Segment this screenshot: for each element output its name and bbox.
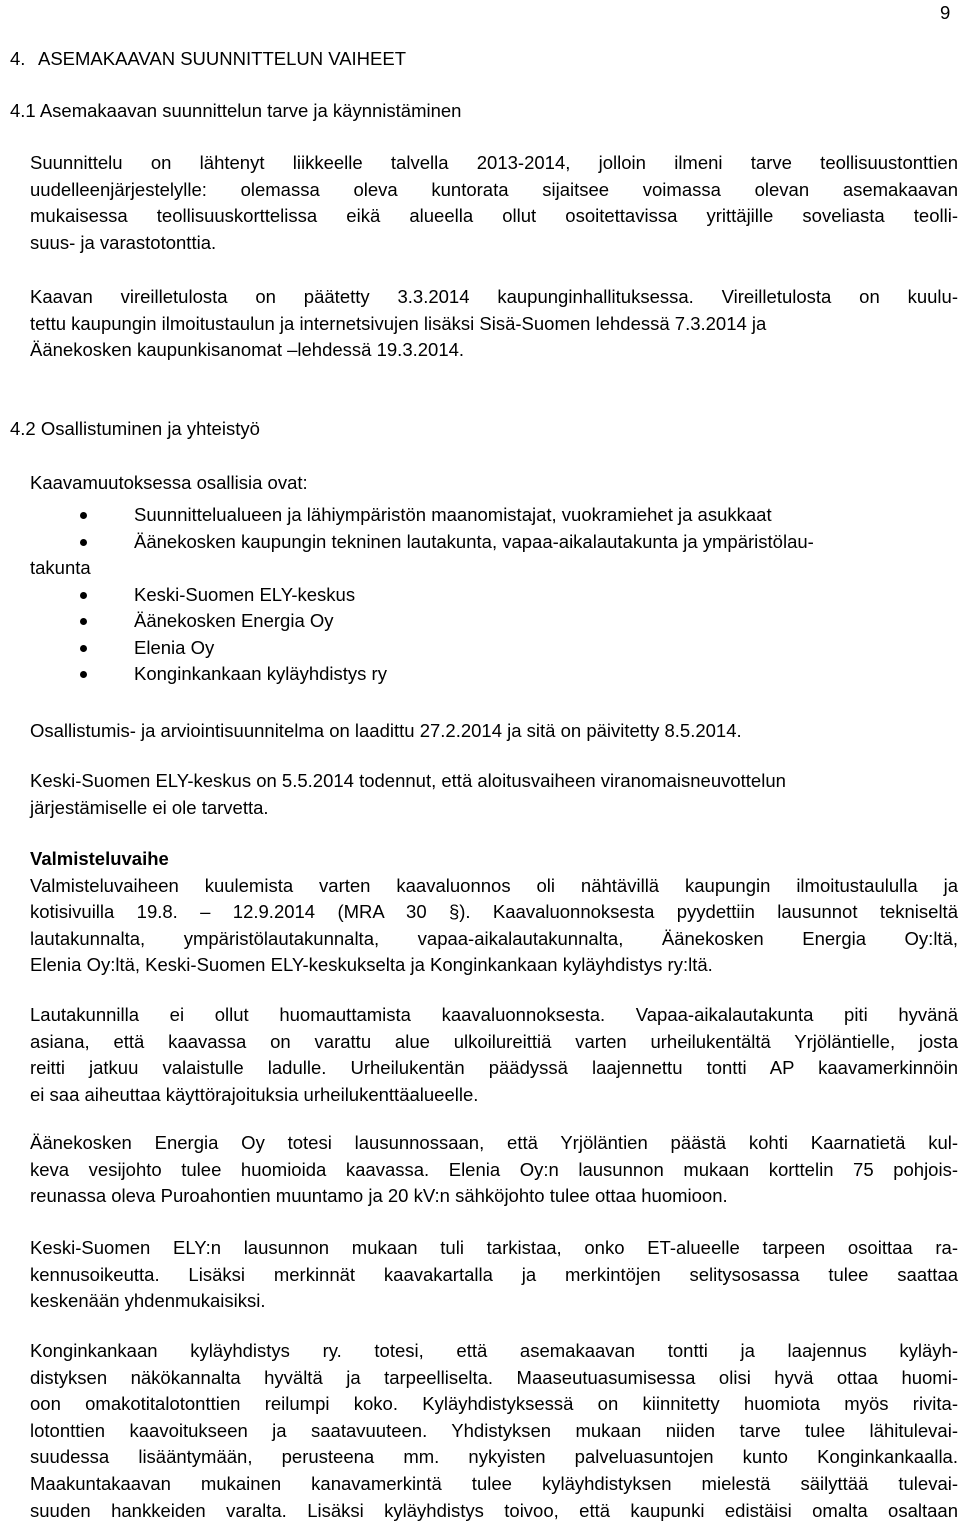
text-line: suuden hankkeiden varalta. Lisäksi kyläyhdistys toivoo, että kaupunki edistäisi omalta osaltaan xyxy=(30,1499,958,1521)
paragraph-oas: Osallistumis- ja arviointisuunnitelma on laadittu 27.2.2014 ja sitä on päivitetty 8.5.2014. xyxy=(30,720,742,741)
section-heading-4-2: 4.2 Osallistuminen ja yhteistyö xyxy=(10,418,260,439)
text-line: keva vesijohto tulee huomioida kaavassa. Elenia Oy:n lausunnon mukaan korttelin 75 pohjois- xyxy=(30,1158,958,1180)
text-line: Konginkankaan kyläyhdistys ry. totesi, että asemakaavan tontti ja laajennus kyläyh- xyxy=(30,1340,958,1361)
list-item xyxy=(30,502,960,529)
section-heading-4-1: 4.1 Asemakaavan suunnittelun tarve ja käynnistäminen xyxy=(10,100,462,121)
text-line: Valmisteluvaiheen kuulemista varten kaavaluonnos oli nähtävillä kaupungin ilmoitustaululla ja xyxy=(30,874,958,896)
list-item-text: Äänekosken kaupungin tekninen lautakunta, vapaa-aikalautakunta ja ympäristölau- xyxy=(134,530,814,552)
paragraph-valmisteluvaihe xyxy=(30,846,958,979)
list-item-text: Elenia Oy xyxy=(134,636,215,658)
list-item xyxy=(30,529,960,582)
text-line: Lautakunnilla ei ollut huomauttamista kaavaluonnoksesta. Vapaa-aikalautakunta piti hyvänä xyxy=(30,1004,958,1025)
text-line: Keski-Suomen ELY-keskus on 5.5.2014 todennut, että aloitusvaiheen viranomaisneuvottelun xyxy=(30,770,786,791)
text-line: Maakuntakaavan mukainen kanavamerkintä tulee kyläyhdistyksen mielestä säilyttää tulevai- xyxy=(30,1472,958,1494)
text-line: tettu kaupungin ilmoitustaulun ja internetsivujen lisäksi Sisä-Suomen lehdessä 7.3.2014 ja xyxy=(30,312,767,334)
bullet-icon xyxy=(80,592,87,599)
text-line: reitti jatkuu valaistulle ladulle. Urheilukentän päädyssä laajennettu tontti AP kaavamerkinnöin xyxy=(30,1057,958,1079)
chapter-number: 4. xyxy=(10,48,26,69)
bullet-icon xyxy=(80,618,87,625)
text-line: Elenia Oy:ltä, Keski-Suomen ELY-keskukselta ja Konginkankaan kyläyhdistys ry:ltä. xyxy=(30,954,713,976)
text-line: suudessa lisääntymään, perusteena mm. nykyisten palveluasuntojen kunto Konginkankaalla. xyxy=(30,1446,958,1468)
paragraph-ely-lausunto xyxy=(30,1235,958,1315)
text-line: oon omakotitalotonttien reilumpi koko. Kyläyhdistyksessä on kiinnitetty huomiota myös rivita- xyxy=(30,1393,958,1415)
subsection-heading: Valmisteluvaihe xyxy=(30,848,169,869)
text-line: Suunnittelu on lähtenyt liikkeelle talvella 2013-2014, jolloin ilmeni tarve teollisuustonttien xyxy=(30,152,958,173)
text-line: Keski-Suomen ELY:n lausunnon mukaan tuli tarkistaa, onko ET-alueelle tarpeen osoittaa ra- xyxy=(30,1237,958,1258)
chapter-heading xyxy=(10,48,406,70)
text-line: lotonttien kaavoitukseen ja saatavuuteen. Yhdistyksen mukaan niiden tarve tulee lähitulevai- xyxy=(30,1419,958,1441)
list-item-text: Keski-Suomen ELY-keskus xyxy=(134,583,356,605)
text-line: asiana, että kaavassa on varattu alue ulkoilureittiä varten urheilukentältä Yrjöläntielle, josta xyxy=(30,1030,958,1052)
text-line: uudelleenjärjestelylle: olemassa oleva kuntorata sijaitsee voimassa olevan asemakaavan xyxy=(30,178,958,200)
text-line: ei saa aiheuttaa käyttörajoituksia urheilukenttäalueelle. xyxy=(30,1083,479,1105)
bullet-icon xyxy=(80,645,87,652)
text-line: Äänekosken Energia Oy totesi lausunnossaan, että Yrjöläntien päästä kohti Kaarnatietä kul- xyxy=(30,1132,958,1153)
list-item-text: Äänekosken Energia Oy xyxy=(134,610,334,632)
participants-list xyxy=(30,502,960,688)
paragraph-energia xyxy=(30,1130,958,1210)
text-line: suus- ja varastotonttia. xyxy=(30,231,217,253)
list-item xyxy=(30,582,960,609)
list-item xyxy=(30,635,960,662)
list-item xyxy=(30,608,960,635)
text-line: järjestämiselle ei ole tarvetta. xyxy=(30,796,269,818)
text-line: kennusoikeutta. Lisäksi merkinnät kaavakartalla ja merkintöjen selitysosassa tulee saattaa xyxy=(30,1263,958,1285)
participants-intro: Kaavamuutoksessa osallisia ovat: xyxy=(30,472,308,493)
list-item-text: Suunnittelualueen ja lähiympäristön maanomistajat, vuokramiehet ja asukkaat xyxy=(134,504,772,525)
list-item xyxy=(30,661,960,688)
text-line: reunassa oleva Puroahontien muuntamo ja 20 kV:n sähköjohto tulee ottaa huomioon. xyxy=(30,1185,728,1207)
text-line: mukaisessa teollisuuskorttelissa eikä alueella ollut osoitettavissa yrittäjille soveliasta teolli- xyxy=(30,205,958,227)
text-line: Kaavan vireilletulosta on päätetty 3.3.2014 kaupunginhallituksessa. Vireilletulosta on kuulu- xyxy=(30,286,958,307)
text-line: distyksen näkökannalta hyvältä ja tarpeelliselta. Maaseutuasumisessa olisi hyvä ottaa huomi- xyxy=(30,1366,958,1388)
paragraph-tarve xyxy=(30,150,958,256)
text-line: lautakunnalta, ympäristölautakunnalta, vapaa-aikalautakunnalta, Äänekosken Energia Oy:ltä, xyxy=(30,927,958,949)
bullet-icon xyxy=(80,671,87,678)
text-line: kotisivuilla 19.8. – 12.9.2014 (MRA 30 §). Kaavaluonnoksesta pyydettiin lausunnot tekniseltä xyxy=(30,901,958,923)
chapter-title: ASEMAKAAVAN SUUNNITTELUN VAIHEET xyxy=(38,48,407,69)
bullet-icon xyxy=(80,539,87,546)
page-number: 9 xyxy=(940,2,951,23)
paragraph-ely xyxy=(30,768,958,821)
bullet-icon xyxy=(80,512,87,519)
text-line: keskenään yhdenmukaisiksi. xyxy=(30,1290,266,1312)
list-item-text: Konginkankaan kyläyhdistys ry xyxy=(134,663,387,685)
text-line: Äänekosken kaupunkisanomat –lehdessä 19.3.2014. xyxy=(30,339,465,361)
paragraph-vireilletulo xyxy=(30,284,958,364)
list-item-continuation: takunta xyxy=(30,557,91,579)
paragraph-lautakunnat xyxy=(30,1002,958,1108)
paragraph-kylayhdistys xyxy=(30,1338,958,1524)
